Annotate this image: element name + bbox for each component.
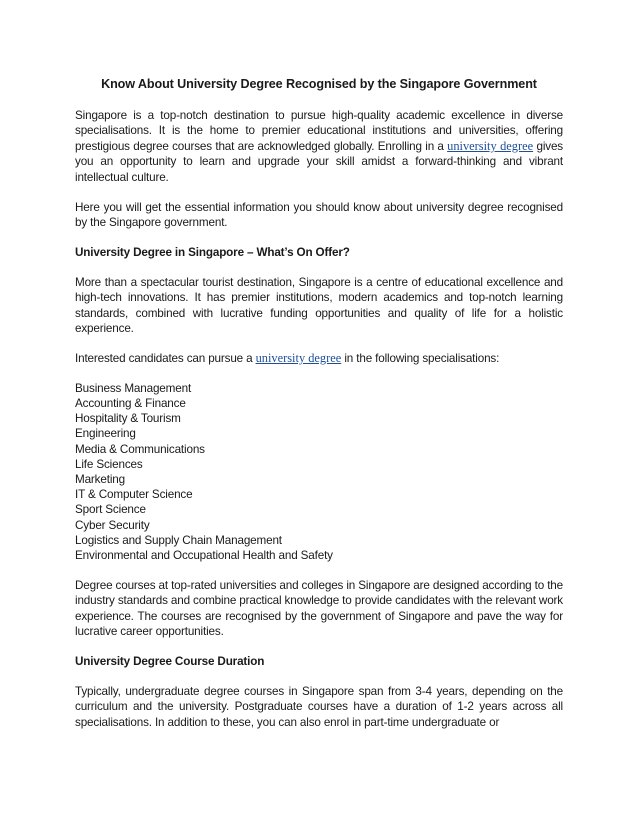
specialisations-intro-paragraph bbox=[75, 351, 563, 366]
list-item: Sport Science bbox=[75, 503, 146, 517]
section-heading-duration: University Degree Course Duration bbox=[75, 654, 265, 668]
list-item: IT & Computer Science bbox=[75, 488, 193, 502]
page-title: Know About University Degree Recognised by the Singapore Government bbox=[101, 77, 537, 91]
document-page bbox=[75, 76, 563, 744]
intro-text-after-link: gives you an opportunity to learn and upgrade your skill amidst a forward-thinking and vibrant intellectual culture. bbox=[75, 139, 563, 184]
list-item: Engineering bbox=[75, 427, 136, 441]
info-paragraph: Here you will get the essential information you should know about university degree recognised by the Singapore government. bbox=[75, 200, 563, 229]
list-item: Marketing bbox=[75, 473, 125, 486]
list-item: Environmental and Occupational Health and Safety bbox=[75, 549, 333, 563]
university-degree-link-2[interactable]: university degree bbox=[255, 350, 342, 365]
degree-courses-paragraph: Degree courses at top-rated universities and colleges in Singapore are designed according to the industry standards and combine practical knowledge to provide candidates with the relevant work experience. The courses are recognised by the government of Singapore and pave the way for lucrative career opportunities. bbox=[75, 578, 563, 638]
list-item: Accounting & Finance bbox=[75, 396, 186, 410]
list-item: Hospitality & Tourism bbox=[75, 412, 181, 426]
specialisations-text-after-link: in the following specialisations: bbox=[341, 351, 500, 365]
list-item: Logistics and Supply Chain Management bbox=[75, 533, 282, 547]
list-item: Cyber Security bbox=[75, 518, 150, 532]
intro-paragraph bbox=[75, 108, 563, 185]
list-item: Business Management bbox=[75, 381, 192, 395]
list-item: Media & Communications bbox=[75, 442, 205, 456]
specialisations-list bbox=[75, 381, 563, 563]
duration-paragraph: Typically, undergraduate degree courses in Singapore span from 3-4 years, depending on the curriculum and the university. Postgraduate courses have a duration of 1-2 years across all specialisations. In addition to these, you can also enrol in part-time undergraduate or bbox=[75, 684, 563, 729]
specialisations-text-before-link: Interested candidates can pursue a bbox=[75, 351, 256, 365]
university-degree-link[interactable]: university degree bbox=[447, 138, 534, 153]
singapore-paragraph: More than a spectacular tourist destination, Singapore is a centre of educational excellence and high-tech innovations. It has premier institutions, modern academics and top-notch learning standards, combined with lucrative funding opportunities and quality of life for a holistic experience. bbox=[75, 275, 563, 335]
list-item: Life Sciences bbox=[75, 457, 143, 471]
intro-text-before-link: Singapore is a top-notch destination to pursue high-quality academic excellence in diverse specialisations. It is the home to premier educational institutions and universities, offering prestigious degree courses that are acknowledged globally. Enrolling in a bbox=[75, 109, 563, 153]
section-heading-offer: University Degree in Singapore – What’s On Offer? bbox=[75, 245, 350, 259]
